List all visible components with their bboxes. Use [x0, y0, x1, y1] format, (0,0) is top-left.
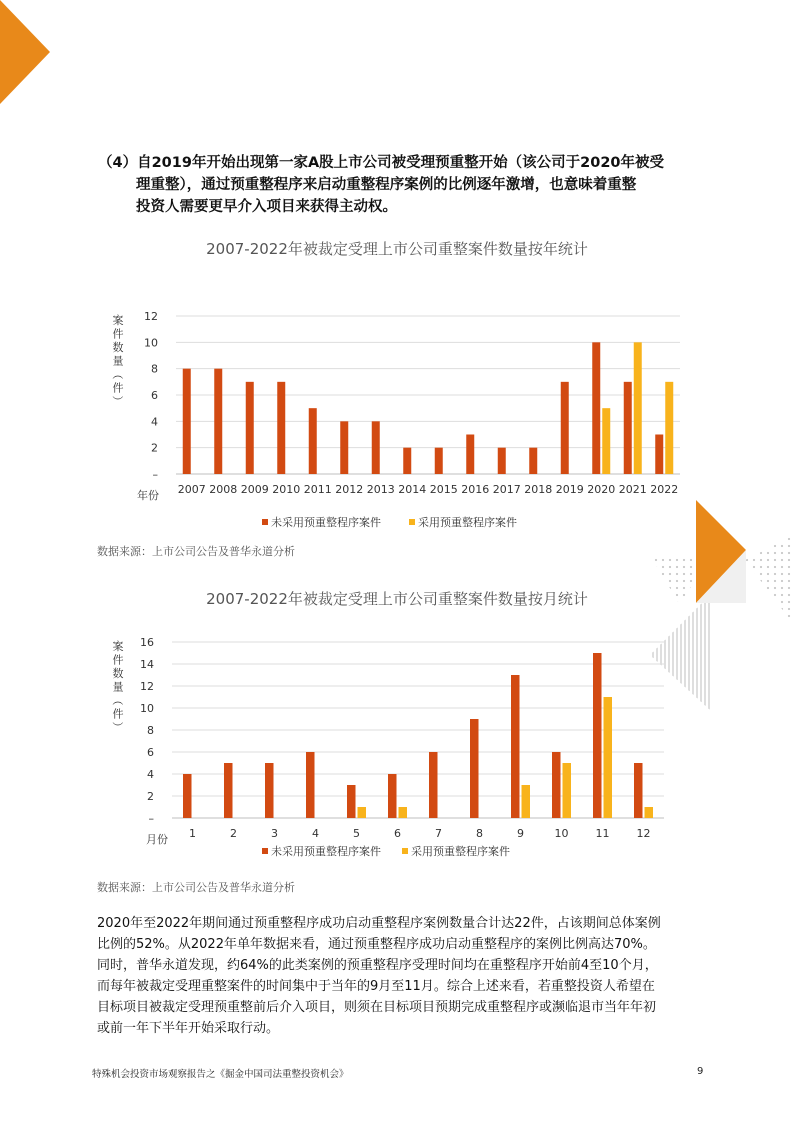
y-tick-label: 10 [140, 702, 154, 715]
y-tick-label: 14 [140, 658, 154, 671]
y-tick-label: 16 [140, 636, 154, 649]
bar [634, 763, 643, 818]
y-axis-label-char: 案 [112, 640, 124, 653]
bar [309, 408, 317, 474]
x-axis-label: 月份 [146, 833, 168, 846]
bar [604, 697, 613, 818]
bar [246, 382, 254, 474]
bar [665, 382, 673, 474]
y-tick-label: 8 [151, 362, 158, 376]
x-tick-label: 2022 [650, 483, 679, 496]
bar [214, 369, 222, 474]
x-tick-label: 5 [353, 827, 360, 840]
legend-swatch [409, 519, 415, 525]
bar [183, 774, 192, 818]
bar [645, 807, 654, 818]
chart2-title: 2007-2022年被裁定受理上市公司重整案件数量按月统计 [206, 590, 588, 608]
heading-line-2: 理重整），通过预重整程序来启动重整程序案例的比例逐年激增，也意味着重整 [136, 177, 637, 193]
x-tick-label: 7 [435, 827, 442, 840]
heading-line-1: （4）自2019年开始出现第一家A股上市公司被受理预重整开始（该公司于2020年被受 [98, 155, 665, 171]
y-tick-label: 10 [144, 336, 158, 350]
x-tick-label: 2008 [209, 483, 238, 496]
bar [466, 435, 474, 475]
x-tick-label: 2016 [461, 483, 490, 496]
y-axis-label-char: （ [111, 368, 124, 380]
x-tick-label: 3 [271, 827, 278, 840]
bar [340, 421, 348, 474]
y-tick-label: 2 [151, 441, 158, 455]
legend-swatch [262, 848, 268, 854]
bar [624, 382, 632, 474]
bar [372, 421, 380, 474]
x-axis-label: 年份 [137, 489, 159, 502]
y-axis-label-char: 案 [112, 314, 124, 327]
heading-line-3: 投资人需要更早介入项目来获得主动权。 [136, 199, 397, 215]
body-line: 而每年被裁定受理重整案件的时间集中于当年的9月至11月。综合上述来看，若重整投资人希望在 [97, 979, 655, 994]
bar [347, 785, 356, 818]
bar [529, 448, 537, 474]
y-tick-label: 12 [140, 680, 154, 693]
bar [563, 763, 572, 818]
body-paragraph [97, 913, 709, 1039]
page-number: 9 [697, 1066, 704, 1077]
x-tick-label: 6 [394, 827, 401, 840]
x-tick-label: 2011 [303, 483, 332, 496]
bar [634, 342, 642, 474]
corner-triangle-decoration [0, 0, 60, 110]
x-tick-label: 2017 [492, 483, 521, 496]
y-tick-label: – [148, 812, 154, 825]
bar [306, 752, 315, 818]
y-tick-label: 6 [147, 746, 154, 759]
legend-swatch [262, 519, 268, 525]
y-tick-label: 2 [147, 790, 154, 803]
bar [552, 752, 561, 818]
chart1-title: 2007-2022年被裁定受理上市公司重整案件数量按年统计 [206, 240, 588, 258]
legend-label: 采用预重整程序案件 [411, 845, 510, 858]
bar [265, 763, 274, 818]
bar [561, 382, 569, 474]
y-axis-label-char: 件 [112, 707, 124, 721]
y-axis-label-char: ） [111, 721, 124, 733]
body-line: 比例的52%。从2022年单年数据来看，通过预重整程序成功启动重整程序的案例比例高达70%。 [97, 937, 656, 952]
y-tick-label: – [152, 468, 158, 481]
x-tick-label: 1 [189, 827, 196, 840]
x-tick-label: 4 [312, 827, 319, 840]
y-axis-label-char: 量 [112, 680, 124, 694]
y-axis-label-char: ） [111, 395, 124, 407]
bar [399, 807, 408, 818]
bar [470, 719, 479, 818]
bar [183, 369, 191, 474]
bar [435, 448, 443, 474]
x-tick-label: 2019 [555, 483, 584, 496]
x-tick-label: 8 [476, 827, 483, 840]
y-axis-label-char: 数 [112, 341, 124, 354]
y-axis-label-char: 件 [112, 381, 124, 395]
x-tick-label: 2013 [366, 483, 395, 496]
bar [592, 342, 600, 474]
bar [593, 653, 602, 818]
y-axis-label-char: 量 [112, 354, 124, 368]
footer-text: 特殊机会投资市场观察报告之《掘金中国司法重整投资机会》 [92, 1069, 349, 1080]
bar [522, 785, 531, 818]
chart2-source: 数据来源：上市公司公告及普华永道分析 [97, 881, 295, 894]
x-tick-label: 2007 [177, 483, 206, 496]
legend-swatch [402, 848, 408, 854]
yearly-bar-chart [0, 300, 794, 540]
chart1-source: 数据来源：上市公司公告及普华永道分析 [97, 545, 295, 558]
y-tick-label: 12 [144, 310, 158, 323]
y-tick-label: 4 [147, 768, 154, 781]
bar [224, 763, 233, 818]
monthly-bar-chart [0, 630, 794, 865]
x-tick-label: 2 [230, 827, 237, 840]
y-tick-label: 4 [151, 415, 158, 429]
y-axis-label-char: 件 [112, 327, 124, 341]
section-heading [98, 152, 710, 218]
legend-label: 未采用预重整程序案件 [271, 845, 381, 858]
x-tick-label: 12 [636, 827, 651, 840]
legend-label: 采用预重整程序案件 [418, 516, 517, 529]
y-tick-label: 6 [151, 389, 158, 402]
bar [602, 408, 610, 474]
x-tick-label: 2010 [272, 483, 301, 496]
y-axis-label-char: （ [111, 694, 124, 706]
bar [277, 382, 285, 474]
x-tick-label: 9 [517, 827, 524, 840]
y-axis-label-char: 件 [112, 653, 124, 667]
bar [403, 448, 411, 474]
body-line: 同时，普华永道发现，约64%的此类案例的预重整程序受理时间均在重整程序开始前4至10个月， [97, 958, 658, 973]
x-tick-label: 2020 [587, 483, 616, 496]
bar [498, 448, 506, 474]
bar [358, 807, 367, 818]
x-tick-label: 2012 [335, 483, 364, 496]
body-line: 目标项目被裁定受理预重整前后介入项目，则须在目标项目预期完成重整程序或濒临退市当年年初 [97, 1000, 657, 1015]
x-tick-label: 10 [554, 827, 569, 840]
body-line: 2020年至2022年期间通过预重整程序成功启动重整程序案例数量合计达22件，占该期间总体案例 [97, 916, 661, 931]
x-tick-label: 2018 [524, 483, 553, 496]
x-tick-label: 2009 [240, 483, 269, 496]
bar [655, 435, 663, 475]
x-tick-label: 2021 [618, 483, 647, 496]
y-tick-label: 8 [147, 724, 154, 737]
bar [388, 774, 397, 818]
body-line: 或前一年下半年开始采取行动。 [97, 1021, 280, 1036]
bar [429, 752, 438, 818]
x-tick-label: 11 [595, 827, 610, 840]
x-tick-label: 2014 [398, 483, 427, 496]
x-tick-label: 2015 [429, 483, 458, 496]
y-axis-label-char: 数 [112, 667, 124, 680]
bar [511, 675, 520, 818]
legend-label: 未采用预重整程序案件 [271, 516, 381, 529]
